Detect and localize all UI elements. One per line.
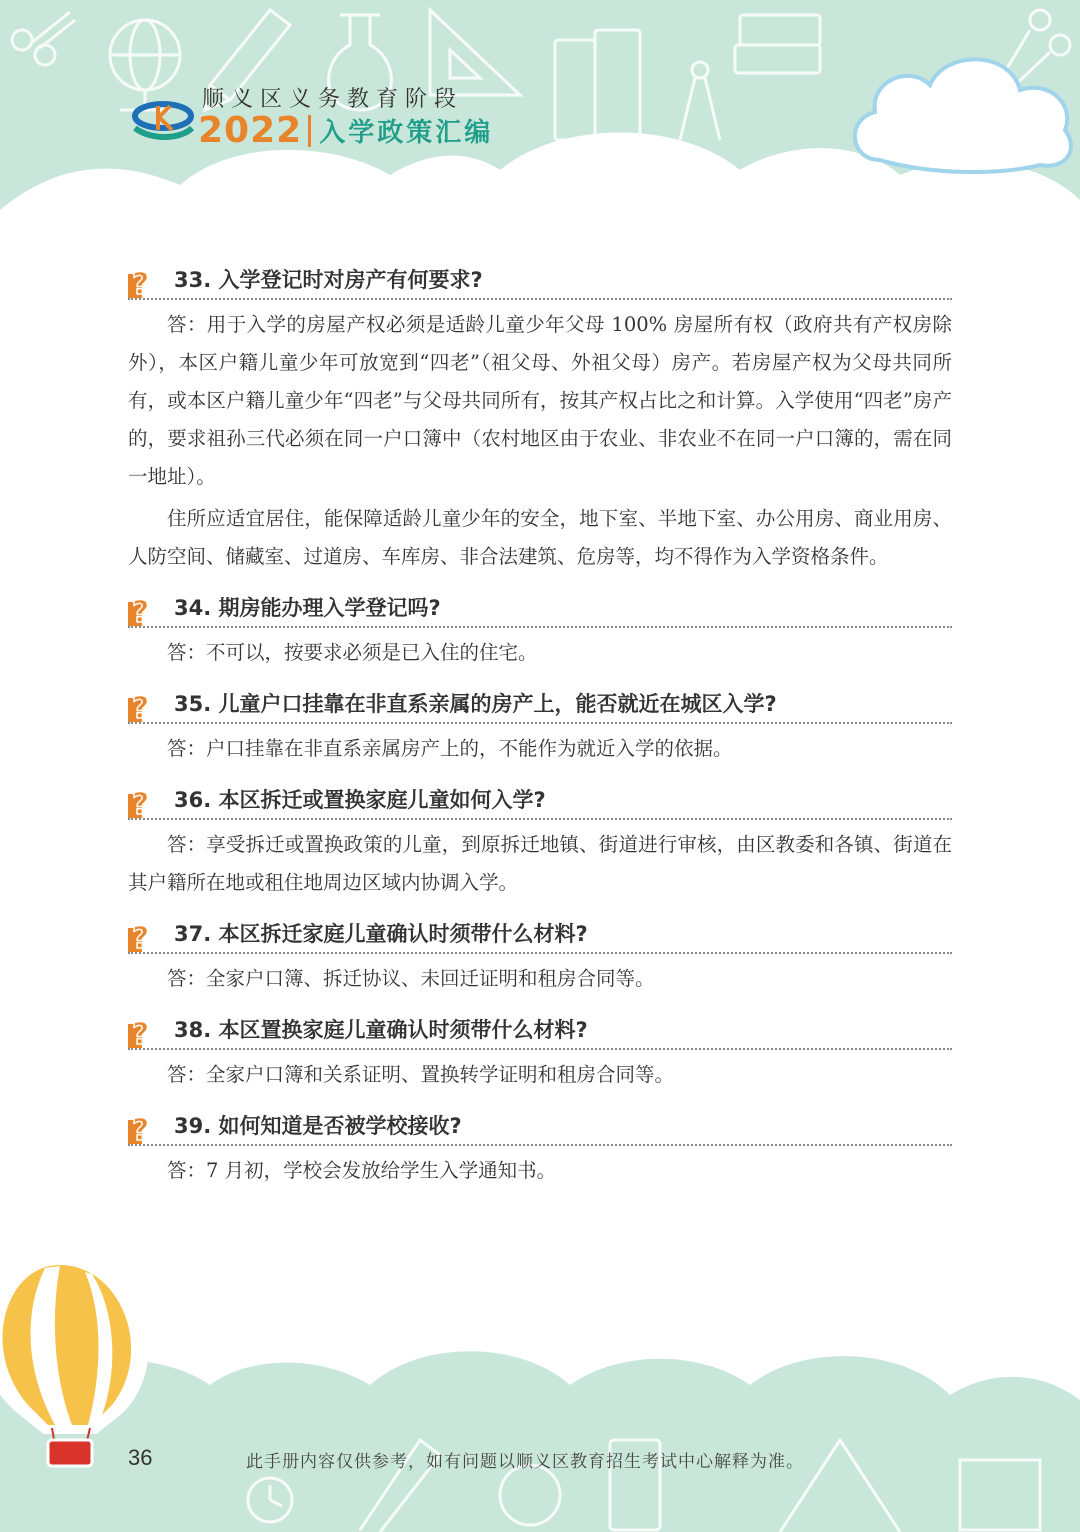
header-divider <box>308 115 311 147</box>
question-mark-icon <box>128 1014 160 1048</box>
qa-item-34 <box>128 590 952 672</box>
question-row <box>128 262 952 300</box>
svg-text:?: ? <box>132 691 150 722</box>
answer <box>128 960 952 998</box>
question-row <box>128 1012 952 1050</box>
answer <box>128 634 952 672</box>
svg-text:?: ? <box>132 1017 150 1048</box>
answer <box>128 826 952 902</box>
answer <box>128 1152 952 1190</box>
answer <box>128 1056 952 1094</box>
question-mark-icon <box>128 1110 160 1144</box>
question-mark-icon <box>128 918 160 952</box>
svg-text:?: ? <box>132 595 150 626</box>
question-row <box>128 1108 952 1146</box>
answer-paragraph: 答：不可以，按要求必须是已入住的住宅。 <box>167 641 538 664</box>
answer <box>128 730 952 768</box>
question-mark-icon <box>128 784 160 818</box>
question-row <box>128 916 952 954</box>
header-logo <box>130 80 500 160</box>
question-mark-icon <box>128 688 160 722</box>
svg-text:?: ? <box>132 1113 150 1144</box>
svg-text:?: ? <box>132 787 150 818</box>
qa-list <box>128 262 952 1204</box>
question-text: 38. 本区置换家庭儿童确认时须带什么材料? <box>174 1018 588 1042</box>
qa-item-37 <box>128 916 952 998</box>
question-row <box>128 590 952 628</box>
question-text: 36. 本区拆迁或置换家庭儿童如何入学? <box>174 788 546 812</box>
question-mark-icon <box>128 264 160 298</box>
answer-paragraph: 答：全家户口簿和关系证明、置换转学证明和租房合同等。 <box>167 1063 675 1086</box>
svg-text:?: ? <box>132 267 150 298</box>
answer-paragraph: 答：享受拆迁或置换政策的儿童，到原拆迁地镇、街道进行审核，由区教委和各镇、街道在其户籍所在地或租住地周边区域内协调入学。 <box>128 833 952 894</box>
question-row <box>128 782 952 820</box>
question-row <box>128 686 952 724</box>
logo-emblem <box>130 94 196 144</box>
footer-note: 此手册内容仅供参考，如有问题以顺义区教育招生考试中心解释为准。 <box>246 1452 804 1472</box>
question-text: 35. 儿童户口挂靠在非直系亲属的房产上，能否就近在城区入学? <box>174 692 777 716</box>
svg-text:?: ? <box>132 921 150 952</box>
answer-paragraph: 住所应适宜居住，能保障适龄儿童少年的安全，地下室、半地下室、办公用房、商业用房、人防空间、储藏室、过道房、车库房、非合法建筑、危房等，均不得作为入学资格条件。 <box>128 507 952 568</box>
header-subtitle-row <box>198 110 493 151</box>
question-mark-icon <box>128 592 160 626</box>
header-subtitle: 入学政策汇编 <box>319 118 494 148</box>
question-text: 37. 本区拆迁家庭儿童确认时须带什么材料? <box>174 922 588 946</box>
qa-item-39 <box>128 1108 952 1190</box>
header-title: 顺义区义务教育阶段 <box>202 87 464 112</box>
question-text: 33. 入学登记时对房产有何要求? <box>174 268 483 292</box>
qa-item-36 <box>128 782 952 902</box>
answer-paragraph: 答：用于入学的房屋产权必须是适龄儿童少年父母 100% 房屋所有权（政府共有产权房除外），本区户籍儿童少年可放宽到“四老”（祖父母、外祖父母）房产。若房屋产权为父母共同所有，或本区户籍儿童少年“四老”与父母共同所有，按其产权占比之和计算。入学使用“四老”房产的，要求祖孙三代必须在同一户口簿中（农村地区由于农业、非农业不在同一户口簿的，需在同一地址）。 <box>128 313 952 488</box>
answer-paragraph: 答：全家户口簿、拆迁协议、未回迁证明和租房合同等。 <box>167 967 655 990</box>
header-year: 2022 <box>198 110 303 151</box>
answer-paragraph: 答：户口挂靠在非直系亲属房产上的，不能作为就近入学的依据。 <box>167 737 733 760</box>
answer-paragraph: 答：7 月初，学校会发放给学生入学通知书。 <box>167 1159 557 1182</box>
question-text: 34. 期房能办理入学登记吗? <box>174 596 441 620</box>
qa-item-38 <box>128 1012 952 1094</box>
question-text: 39. 如何知道是否被学校接收? <box>174 1114 462 1138</box>
answer <box>128 306 952 576</box>
page-number: 36 <box>128 1445 153 1470</box>
qa-item-35 <box>128 686 952 768</box>
qa-item-33 <box>128 262 952 576</box>
